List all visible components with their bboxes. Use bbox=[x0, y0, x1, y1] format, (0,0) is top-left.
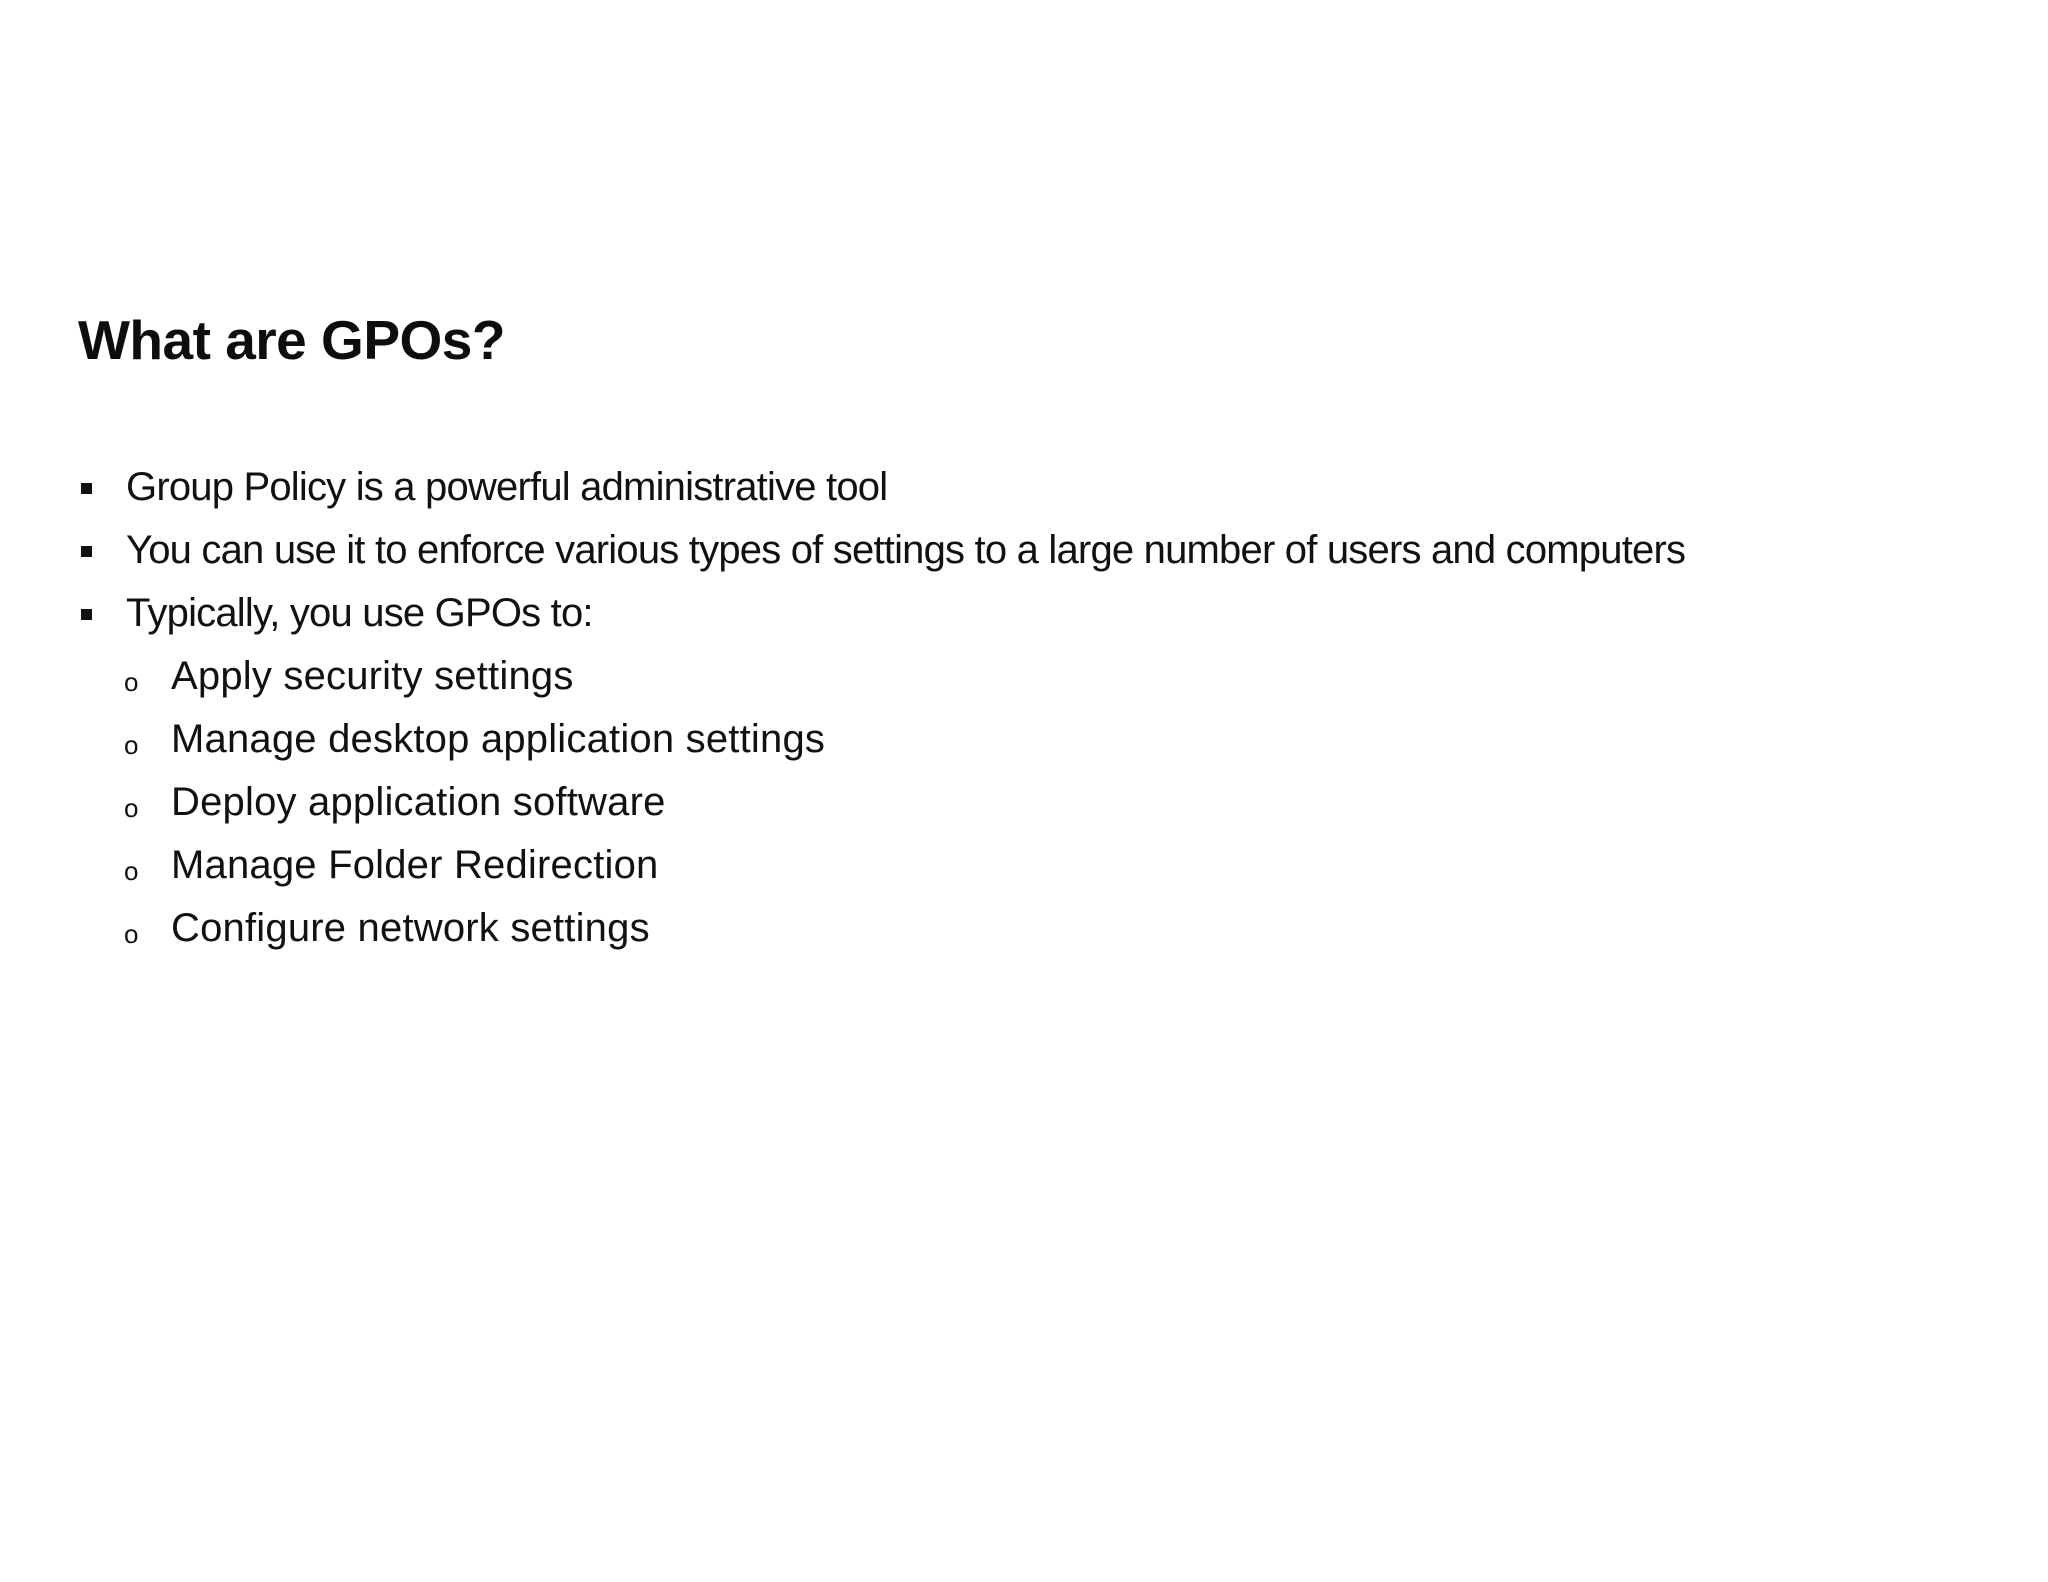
sub-bullet-item bbox=[0, 834, 2048, 897]
sub-bullet-item bbox=[0, 645, 2048, 708]
bullet-text: Group Policy is a powerful administrative tool bbox=[126, 465, 888, 509]
slide-title: What are GPOs? bbox=[78, 309, 505, 371]
bullet-item bbox=[0, 456, 2048, 519]
bullet-text: Typically, you use GPOs to: bbox=[126, 591, 593, 635]
sub-bullet-text: Manage desktop application settings bbox=[171, 717, 826, 761]
circle-bullet-icon: o bbox=[124, 667, 139, 697]
circle-bullet-icon: o bbox=[124, 730, 139, 760]
sub-bullet-item bbox=[0, 897, 2048, 960]
bullet-list bbox=[0, 456, 2048, 960]
square-bullet-icon bbox=[81, 609, 92, 620]
square-bullet-icon bbox=[81, 546, 92, 557]
sub-bullet-text: Manage Folder Redirection bbox=[171, 843, 659, 887]
bullet-item bbox=[0, 519, 2048, 582]
sub-bullet-text: Configure network settings bbox=[171, 906, 650, 950]
circle-bullet-icon: o bbox=[124, 793, 139, 823]
bullet-item bbox=[0, 582, 2048, 645]
sub-bullet-item bbox=[0, 771, 2048, 834]
circle-bullet-icon: o bbox=[124, 856, 139, 886]
sub-bullet-text: Deploy application software bbox=[171, 780, 666, 824]
circle-bullet-icon: o bbox=[124, 919, 139, 949]
bullet-text: You can use it to enforce various types of settings to a large number of users and computers bbox=[126, 528, 1686, 572]
sub-bullet-item bbox=[0, 708, 2048, 771]
square-bullet-icon bbox=[81, 483, 92, 494]
sub-bullet-text: Apply security settings bbox=[171, 654, 574, 698]
